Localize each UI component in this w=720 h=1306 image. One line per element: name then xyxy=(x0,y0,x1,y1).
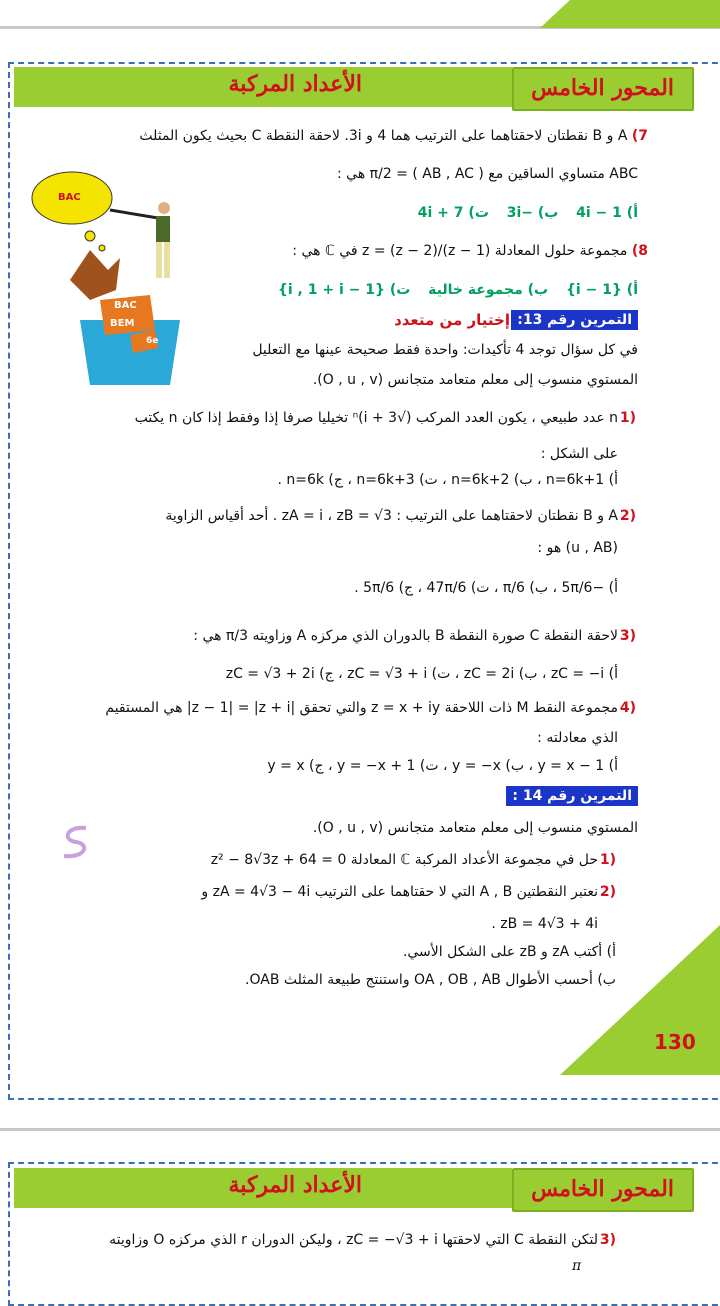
ex14-part-a: أ) أكتب zA و zB على الشكل الأسي. xyxy=(402,944,616,960)
next-q3-number: 3) xyxy=(599,1232,616,1248)
bac-illustration xyxy=(30,170,200,390)
q7-option-a: أ) 1 − 4i xyxy=(576,205,638,221)
header-topic-bar xyxy=(14,67,512,107)
bem-sticker: BEM xyxy=(110,318,135,329)
q8-text: مجموعة حلول المعادلة z = (z − 2)/(z − 1) في ℂ هي : xyxy=(292,243,628,259)
header-chapter-chip xyxy=(512,67,694,111)
q7-number: 7) xyxy=(631,128,648,144)
ex13-q1-number: 1) xyxy=(619,410,636,426)
ex14-q1: حل في مجموعة الأعداد المركبة ℂ المعادلة z² − 8√3z + 64 = 0 xyxy=(210,852,598,868)
ex14-q2-line1: نعتبر النقطتين A , B التي لا حقتاهما على الترتيب zA = 4√3 − 4i و xyxy=(201,884,598,900)
ex14-intro: المستوي منسوب إلى معلم متعامد متجانس (O , u , v). xyxy=(312,820,638,836)
ex13-q3-line1: لاحقة النقطة C صورة النقطة B بالدوران الذي مركزه A وزاويته π/3 هي : xyxy=(193,628,618,644)
ex13-q4-options: أ) y = x − 1 ، ب) y = −x ، ت) y = −x + 1 ، ج) y = x xyxy=(267,758,618,774)
page-number: 130 xyxy=(654,1030,696,1054)
ex13-q4-number: 4) xyxy=(619,700,636,716)
q7-line1 xyxy=(139,128,648,144)
ex13-q4-line1: مجموعة النقط M ذات اللاحقة z = x + iy والتي تحقق |z − 1| = |z + i| هي المستقيم xyxy=(105,700,618,716)
ex13-q1-options: أ) n=6k+1 ، ب) n=6k+2 ، ت) n=6k+3 ، ج) n=6k . xyxy=(277,472,618,488)
ex14-q2-line2: zB = 4√3 + 4i . xyxy=(491,916,598,932)
sixth-sticker: 6e xyxy=(146,336,159,346)
q8-number: 8) xyxy=(631,243,648,259)
watermark-s-icon xyxy=(56,822,96,862)
q8-option-b: ب) مجموعة خالية xyxy=(428,282,549,298)
q7-option-b: ب) −3i xyxy=(506,205,559,221)
ex13-intro2: المستوي منسوب إلى معلم متعامد متجانس (O , u , v). xyxy=(312,372,638,388)
q7-text1: A و B نقطتان لاحقتاهما على الترتيب هما 4 و 3i. لاحقة النقطة C بحيث يكون المثلث xyxy=(139,128,628,144)
next-header-chapter: المحور الخامس xyxy=(531,1176,674,1202)
ex14-q2-number: 2) xyxy=(599,884,616,900)
q7-option-c: ت) 7 + 4i xyxy=(417,205,489,221)
ex14-q1-number: 1) xyxy=(599,852,616,868)
ex13-q4-line2: الذي معادلته : xyxy=(537,730,618,746)
ex14-part-b: ب) أحسب الأطوال OA , OB , AB واستنتج طبيعة المثلث OAB. xyxy=(245,972,616,988)
exercise-14-label: التمرين رقم 14 : xyxy=(506,786,638,806)
bac-sticker: BAC xyxy=(114,300,137,311)
corner-decoration xyxy=(510,0,720,28)
next-tail: π xyxy=(572,1258,582,1274)
header-chapter: المحور الخامس xyxy=(531,75,674,101)
ex13-q2-line2: (u , AB) هو : xyxy=(537,540,618,556)
q7-options xyxy=(418,205,638,221)
next-header-topic: الأعداد المركبة xyxy=(228,1172,362,1198)
page-separator xyxy=(0,1128,720,1131)
ex13-q3-options: أ) zC = −i ، ب) zC = 2i ، ت) zC = √3 + i ، ج) zC = √3 + 2i xyxy=(225,666,618,682)
q7-line2: ABC متساوي الساقين مع ( AB , AC ) = π/2 هي : xyxy=(337,166,638,182)
ex13-q2-line1: A و B نقطتان لاحقتاهما على الترتيب : zA = i ، zB = √3 . أحد أقياس الزاوية xyxy=(165,508,618,524)
next-q3: لتكن النقطة C التي لاحقتها zC = −√3 + i ، وليكن الدوران r الذي مركزه O وزاويته xyxy=(109,1232,598,1248)
ex13-intro1: في كل سؤال توجد 4 تأكيدات: واحدة فقط صحيحة عينها مع التعليل xyxy=(252,342,638,358)
exercise-13-label: التمرين رقم 13: xyxy=(511,310,638,330)
ex13-q1-line2: على الشكل : xyxy=(540,446,618,462)
exercise-13-title: إختيار من متعدد xyxy=(394,311,510,329)
ex13-q2-options: أ) −5π/6 ، ب) π/6 ، ت) 47π/6 ، ج) 5π/6 . xyxy=(354,580,618,596)
header-topic: الأعداد المركبة xyxy=(228,71,362,97)
q8-option-c: ت) {1 − i , 1 + i} xyxy=(277,282,411,298)
bac-bubble-text: BAC xyxy=(58,192,81,203)
q8-line1 xyxy=(292,243,648,259)
q8-options xyxy=(278,282,638,298)
ex13-q1-line1: n عدد طبيعي ، يكون العدد المركب (√3 + i)ⁿ تخيليا صرفا إذا وفقط إذا كان n يكتب xyxy=(134,410,618,426)
ex13-q3-number: 3) xyxy=(619,628,636,644)
q8-option-a: أ) {1 − i} xyxy=(565,282,638,298)
next-header-topic-bar xyxy=(14,1168,512,1208)
ex13-q2-number: 2) xyxy=(619,508,636,524)
next-header-chapter-chip xyxy=(512,1168,694,1212)
